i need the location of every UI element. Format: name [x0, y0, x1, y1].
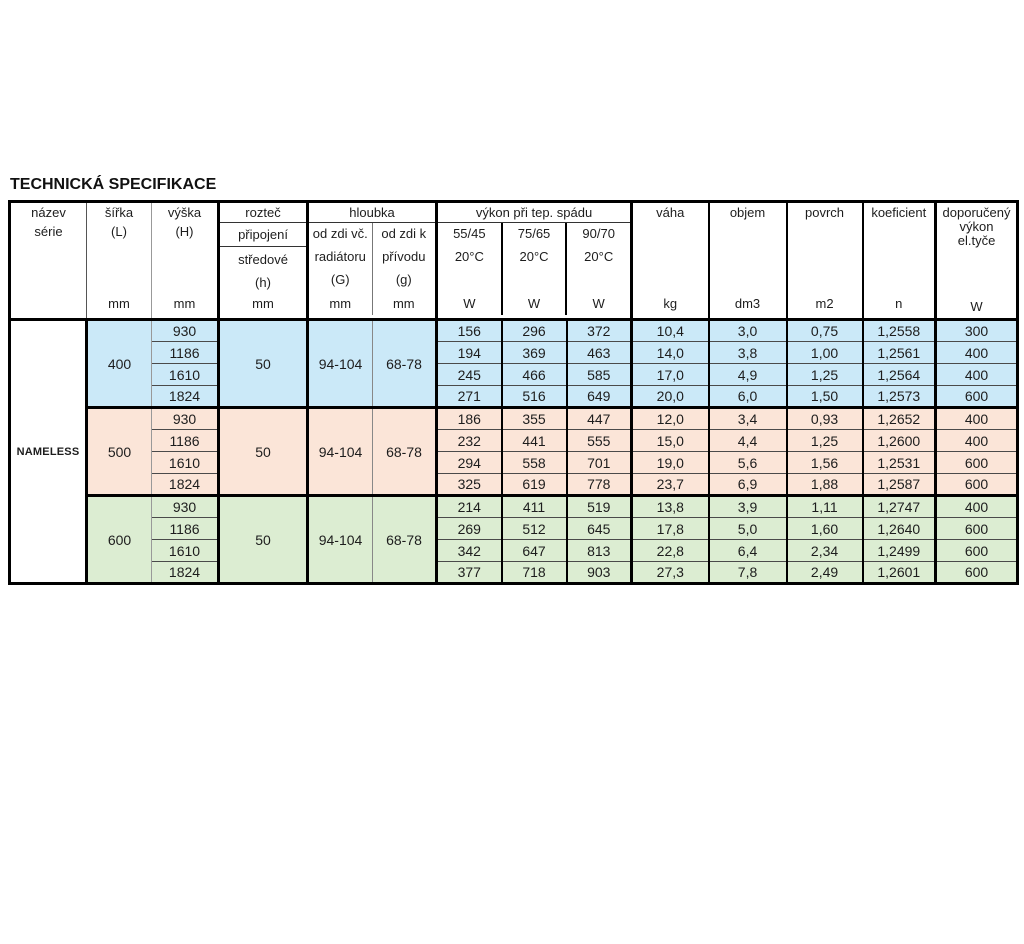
- cell-vaha: 19,0: [632, 452, 709, 474]
- cell-vaha: 12,0: [632, 408, 709, 430]
- cell-vykon-9070: 447: [567, 408, 632, 430]
- cell-objem: 4,9: [709, 364, 787, 386]
- cell-objem: 6,9: [709, 474, 787, 496]
- header-line: (H): [175, 224, 194, 239]
- cell-vykon-7565: 516: [502, 386, 567, 408]
- unit-label: W: [527, 296, 541, 311]
- cell-vyska: 930: [152, 320, 219, 342]
- cell-sirka: 600: [87, 496, 152, 584]
- cell-koeficient: 1,2531: [863, 452, 936, 474]
- header-line: od zdi vč.: [312, 226, 368, 241]
- cell-koeficient: 1,2499: [863, 540, 936, 562]
- cell-vykon-5545: 194: [437, 342, 502, 364]
- unit-label: mm: [252, 296, 274, 311]
- cell-koeficient: 1,2601: [863, 562, 936, 584]
- header-line: přívodu: [382, 249, 426, 264]
- cell-vykon-9070: 778: [567, 474, 632, 496]
- cell-koeficient: 1,2558: [863, 320, 936, 342]
- cell-povrch: 1,11: [787, 496, 863, 518]
- cell-sirka: 400: [87, 320, 152, 408]
- cell-vyska: 930: [152, 408, 219, 430]
- cell-doporuceny: 400: [936, 342, 1018, 364]
- header-line: hloubka: [309, 203, 435, 223]
- cell-vykon-7565: 647: [502, 540, 567, 562]
- cell-doporuceny: 600: [936, 452, 1018, 474]
- header-line: název: [31, 205, 66, 220]
- cell-vykon-9070: 701: [567, 452, 632, 474]
- cell-objem: 3,9: [709, 496, 787, 518]
- header-line: série: [34, 224, 63, 239]
- cell-objem: 6,4: [709, 540, 787, 562]
- unit-label: kg: [663, 296, 678, 311]
- cell-doporuceny: 300: [936, 320, 1018, 342]
- cell-vykon-9070: 585: [567, 364, 632, 386]
- cell-povrch: 2,34: [787, 540, 863, 562]
- unit-label: W: [970, 299, 983, 314]
- cell-vyska: 1610: [152, 452, 219, 474]
- cell-vaha: 10,4: [632, 320, 709, 342]
- cell-objem: 3,4: [709, 408, 787, 430]
- cell-povrch: 0,75: [787, 320, 863, 342]
- header-line: (g): [395, 272, 412, 287]
- cell-vaha: 15,0: [632, 430, 709, 452]
- cell-objem: 6,0: [709, 386, 787, 408]
- cell-vykon-9070: 555: [567, 430, 632, 452]
- cell-objem: 5,6: [709, 452, 787, 474]
- cell-vaha: 14,0: [632, 342, 709, 364]
- cell-povrch: 2,49: [787, 562, 863, 584]
- cell-koeficient: 1,2564: [863, 364, 936, 386]
- cell-vaha: 17,0: [632, 364, 709, 386]
- cell-vaha: 22,8: [632, 540, 709, 562]
- cell-vykon-5545: 232: [437, 430, 502, 452]
- cell-koeficient: 1,2640: [863, 518, 936, 540]
- col-header-nazev-serie: [10, 202, 87, 320]
- cell-vykon-5545: 377: [437, 562, 502, 584]
- col-header-doporuceny-vykon: [936, 202, 1018, 320]
- col-header-koeficient: [863, 202, 936, 320]
- cell-povrch: 1,50: [787, 386, 863, 408]
- cell-objem: 7,8: [709, 562, 787, 584]
- cell-vyska: 1824: [152, 562, 219, 584]
- table-row: [10, 540, 1018, 562]
- header-line: výkon: [959, 219, 994, 234]
- cell-hloubka-G: 94-104: [308, 496, 373, 584]
- cell-vyska: 1610: [152, 364, 219, 386]
- header-line: 20°C: [454, 249, 484, 264]
- unit-label: n: [895, 296, 903, 311]
- header-line: váha: [656, 205, 685, 220]
- cell-vykon-7565: 466: [502, 364, 567, 386]
- header-line: (L): [111, 224, 127, 239]
- cell-vaha: 20,0: [632, 386, 709, 408]
- col-header-hloubka: [308, 202, 437, 320]
- unit-label: W: [592, 296, 605, 311]
- cell-vykon-7565: 512: [502, 518, 567, 540]
- cell-vyska: 1186: [152, 342, 219, 364]
- cell-doporuceny: 600: [936, 540, 1018, 562]
- col-header-objem: [709, 202, 787, 320]
- cell-koeficient: 1,2652: [863, 408, 936, 430]
- table-row: [10, 364, 1018, 386]
- header-line: připojení: [220, 223, 306, 247]
- cell-vykon-9070: 645: [567, 518, 632, 540]
- cell-vykon-7565: 411: [502, 496, 567, 518]
- cell-vyska: 1186: [152, 518, 219, 540]
- cell-povrch: 0,93: [787, 408, 863, 430]
- table-row: [10, 452, 1018, 474]
- cell-vykon-9070: 463: [567, 342, 632, 364]
- header-line: 20°C: [584, 249, 614, 264]
- cell-hloubka-G: 94-104: [308, 408, 373, 496]
- cell-vyska: 1824: [152, 386, 219, 408]
- cell-sirka: 500: [87, 408, 152, 496]
- cell-hloubka-G: 94-104: [308, 320, 373, 408]
- series-name: NAMELESS: [10, 320, 87, 584]
- col-header-roztec: [219, 202, 308, 320]
- cell-doporuceny: 400: [936, 496, 1018, 518]
- cell-povrch: 1,60: [787, 518, 863, 540]
- header-line: el.tyče: [957, 233, 996, 248]
- unit-label: mm: [329, 296, 352, 311]
- cell-objem: 4,4: [709, 430, 787, 452]
- cell-vykon-7565: 369: [502, 342, 567, 364]
- header-line: 75/65: [517, 226, 551, 241]
- cell-koeficient: 1,2600: [863, 430, 936, 452]
- cell-vyska: 1186: [152, 430, 219, 452]
- cell-hloubka-g: 68-78: [373, 496, 437, 584]
- cell-roztec: 50: [219, 496, 308, 584]
- cell-vykon-5545: 271: [437, 386, 502, 408]
- header-line: výkon při tep. spádu: [438, 203, 630, 223]
- header-line: (h): [255, 275, 271, 290]
- cell-doporuceny: 600: [936, 562, 1018, 584]
- cell-doporuceny: 400: [936, 430, 1018, 452]
- cell-povrch: 1,00: [787, 342, 863, 364]
- cell-vykon-9070: 813: [567, 540, 632, 562]
- cell-doporuceny: 400: [936, 408, 1018, 430]
- cell-doporuceny: 600: [936, 474, 1018, 496]
- unit-label: m2: [815, 296, 834, 311]
- cell-vykon-5545: 245: [437, 364, 502, 386]
- table-row: [10, 562, 1018, 584]
- cell-vykon-7565: 296: [502, 320, 567, 342]
- cell-vykon-9070: 649: [567, 386, 632, 408]
- cell-vykon-5545: 342: [437, 540, 502, 562]
- cell-vykon-7565: 355: [502, 408, 567, 430]
- col-header-sirka: [87, 202, 152, 320]
- cell-vyska: 1824: [152, 474, 219, 496]
- cell-vyska: 930: [152, 496, 219, 518]
- cell-vykon-5545: 214: [437, 496, 502, 518]
- cell-doporuceny: 400: [936, 364, 1018, 386]
- cell-povrch: 1,88: [787, 474, 863, 496]
- cell-vykon-5545: 294: [437, 452, 502, 474]
- table-row: [10, 518, 1018, 540]
- col-header-povrch: [787, 202, 863, 320]
- header-row: [10, 202, 1018, 320]
- table-row: [10, 496, 1018, 518]
- cell-vykon-7565: 441: [502, 430, 567, 452]
- cell-vykon-5545: 325: [437, 474, 502, 496]
- table-row: [10, 320, 1018, 342]
- cell-vaha: 27,3: [632, 562, 709, 584]
- header-line: koeficient: [871, 205, 927, 220]
- cell-vyska: 1610: [152, 540, 219, 562]
- cell-vykon-5545: 269: [437, 518, 502, 540]
- cell-vykon-7565: 558: [502, 452, 567, 474]
- cell-vykon-9070: 519: [567, 496, 632, 518]
- cell-vykon-9070: 903: [567, 562, 632, 584]
- cell-vykon-7565: 718: [502, 562, 567, 584]
- cell-vaha: 23,7: [632, 474, 709, 496]
- cell-doporuceny: 600: [936, 386, 1018, 408]
- table-row: [10, 386, 1018, 408]
- cell-povrch: 1,25: [787, 364, 863, 386]
- header-line: 20°C: [519, 249, 549, 264]
- cell-koeficient: 1,2747: [863, 496, 936, 518]
- cell-koeficient: 1,2561: [863, 342, 936, 364]
- header-line: 55/45: [453, 226, 486, 241]
- col-header-vykon: [437, 202, 632, 320]
- table-row: [10, 474, 1018, 496]
- header-line: povrch: [805, 205, 845, 220]
- page-title: TECHNICKÁ SPECIFIKACE: [10, 176, 217, 193]
- header-line: (G): [330, 272, 350, 287]
- cell-doporuceny: 600: [936, 518, 1018, 540]
- table-row: [10, 408, 1018, 430]
- header-line: rozteč: [220, 203, 306, 223]
- header-line: 90/70: [582, 226, 615, 241]
- header-line: středové: [238, 252, 288, 267]
- cell-vykon-5545: 186: [437, 408, 502, 430]
- cell-hloubka-g: 68-78: [373, 320, 437, 408]
- header-line: doporučený: [942, 205, 1011, 220]
- cell-povrch: 1,56: [787, 452, 863, 474]
- header-line: od zdi k: [381, 226, 427, 241]
- cell-objem: 5,0: [709, 518, 787, 540]
- spec-table: [8, 200, 1019, 585]
- cell-povrch: 1,25: [787, 430, 863, 452]
- table-row: [10, 342, 1018, 364]
- cell-objem: 3,0: [709, 320, 787, 342]
- unit-label: mm: [392, 296, 415, 311]
- cell-vaha: 13,8: [632, 496, 709, 518]
- cell-roztec: 50: [219, 320, 308, 408]
- cell-vykon-5545: 156: [437, 320, 502, 342]
- header-line: radiátoru: [314, 249, 366, 264]
- unit-label: mm: [108, 296, 130, 311]
- cell-objem: 3,8: [709, 342, 787, 364]
- table-row: [10, 430, 1018, 452]
- col-header-vaha: [632, 202, 709, 320]
- cell-roztec: 50: [219, 408, 308, 496]
- cell-vykon-7565: 619: [502, 474, 567, 496]
- cell-koeficient: 1,2573: [863, 386, 936, 408]
- unit-label: W: [463, 296, 476, 311]
- cell-koeficient: 1,2587: [863, 474, 936, 496]
- unit-label: mm: [173, 296, 196, 311]
- col-header-vyska: [152, 202, 219, 320]
- cell-vaha: 17,8: [632, 518, 709, 540]
- header-line: šířka: [104, 205, 134, 220]
- unit-label: dm3: [734, 296, 761, 311]
- header-line: výška: [167, 205, 202, 220]
- cell-vykon-9070: 372: [567, 320, 632, 342]
- cell-hloubka-g: 68-78: [373, 408, 437, 496]
- header-line: objem: [729, 205, 766, 220]
